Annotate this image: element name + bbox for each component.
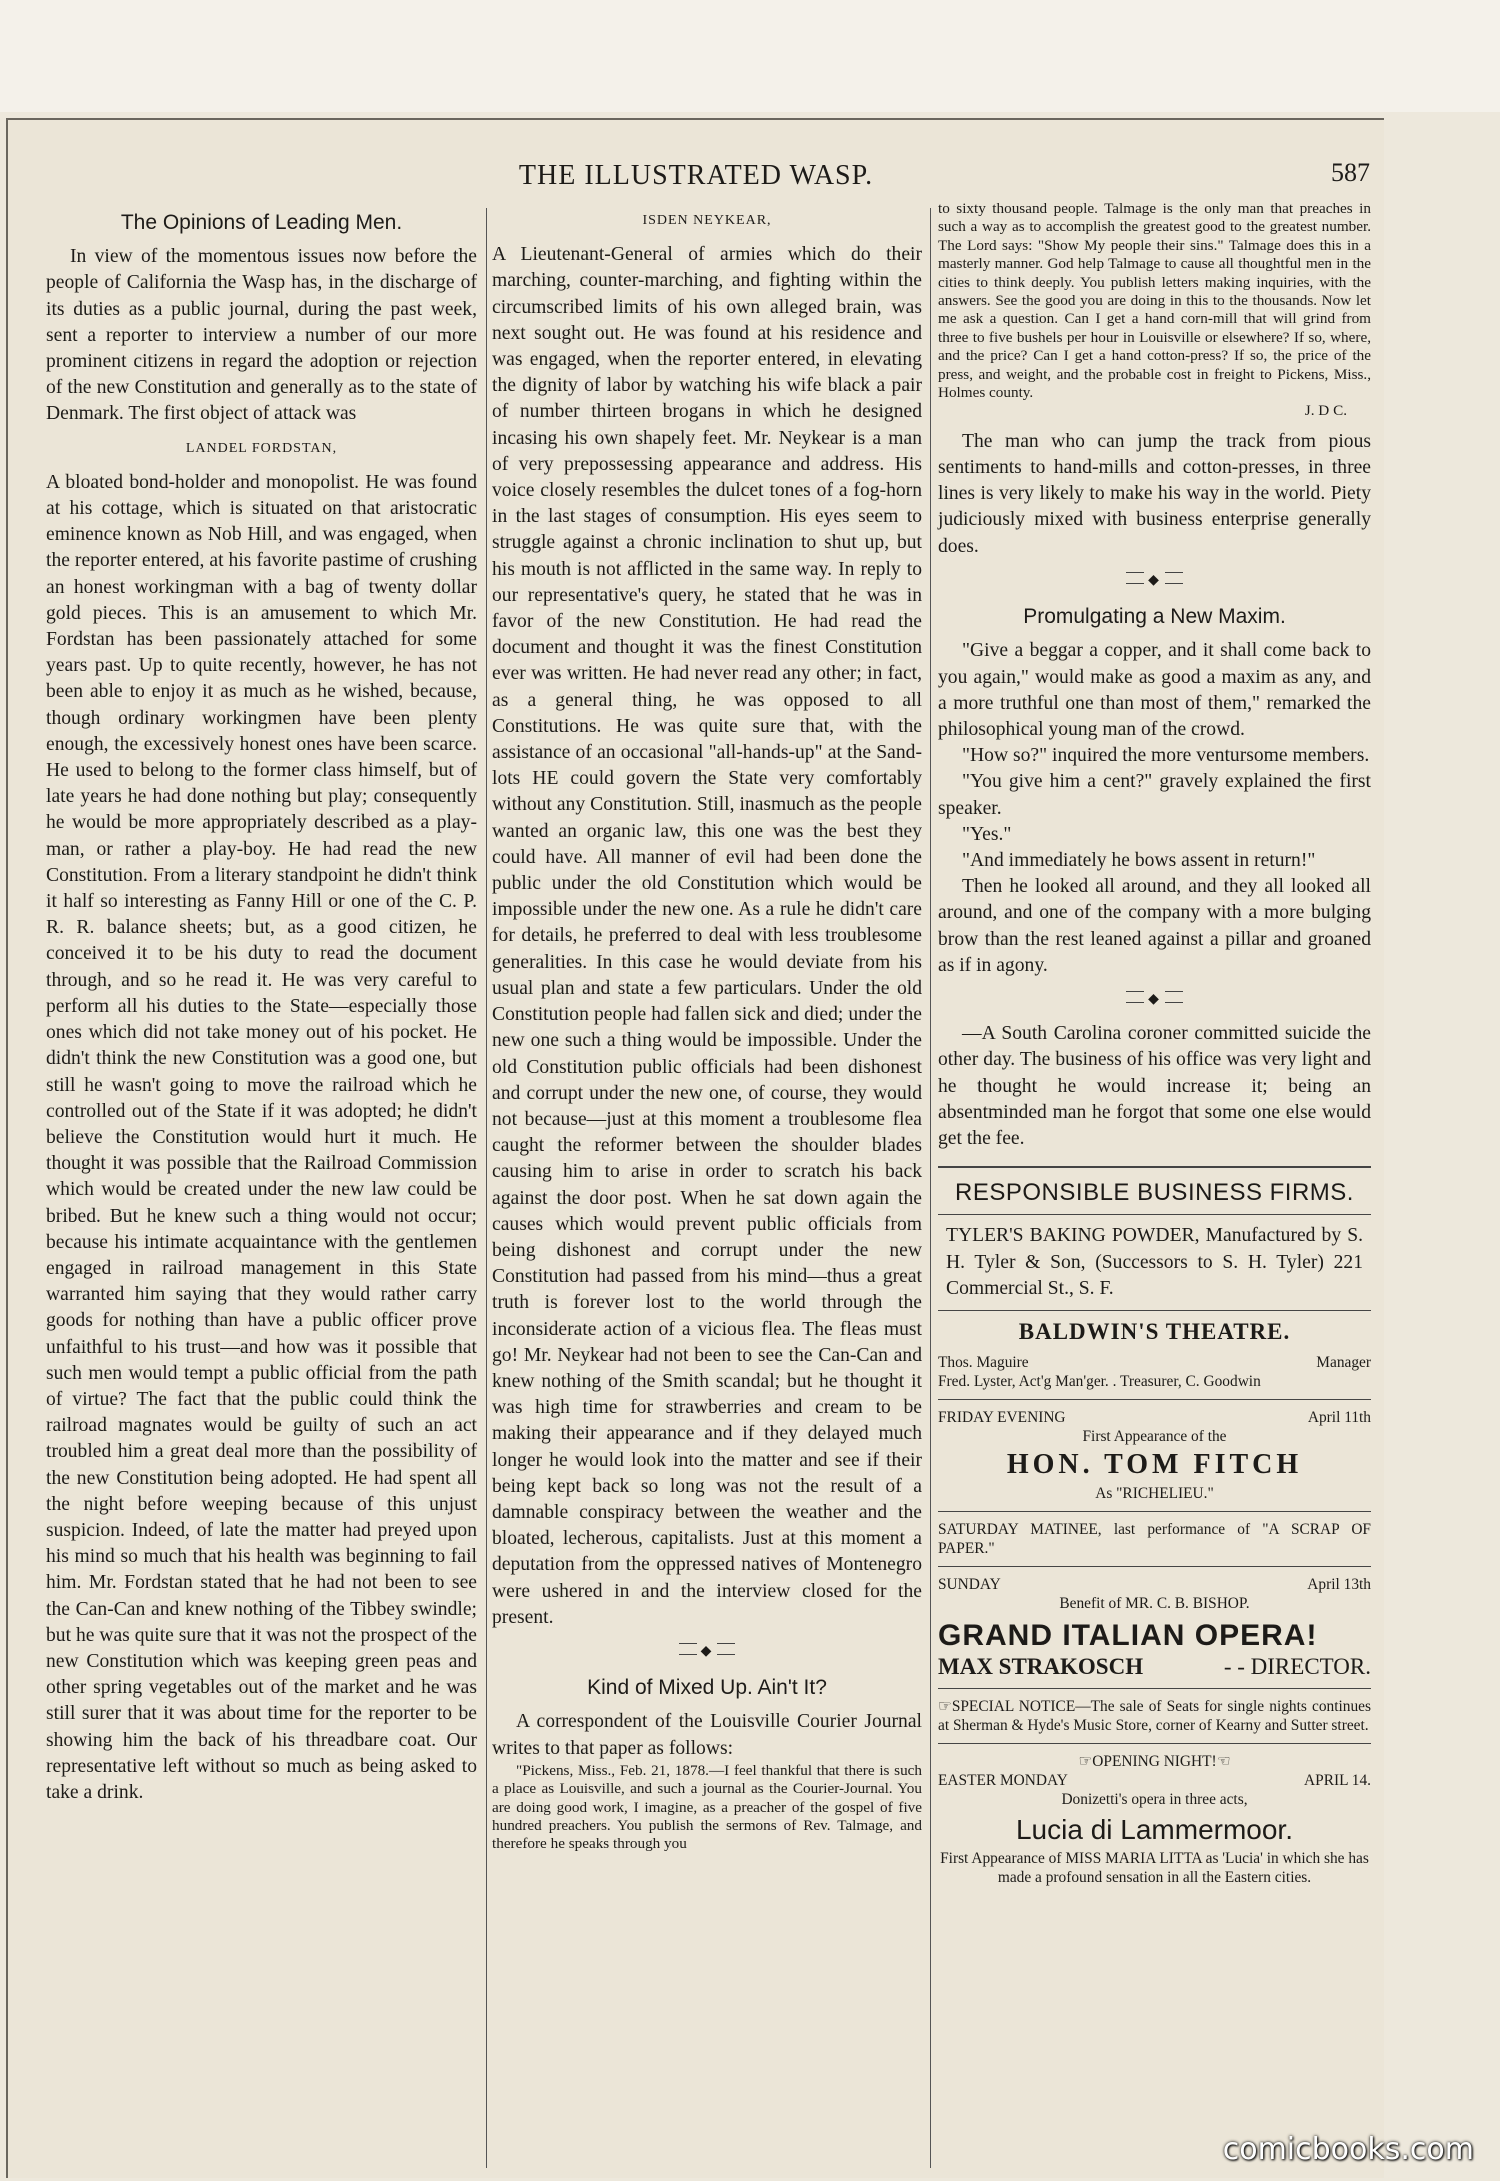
paragraph: A Lieutenant-General of armies which do their marching, counter-marching, and fighting within the circumscribed limits of his own alleged brain, was next sought out. He was found at his residence and was engaged, when the reporter entered, in elevating the dignity of labor by watching his wife black a pair of number thirteen brogans in which he designed incasing his own shapely feet. Mr. Neykear is a man of very prepossessing appearance and address. His voice closely resembles the dulcet tones of a fog-horn in the last stages of consumption. His eyes seem to struggle against a chronic inclination to shut up, but his mouth is not afflicted in the same way. In reply to our representative's query, he stated that he was in favor of the new Constitution. He had read the document and thought it was the finest Constitution ever was written. He had never read any other; in fact, as a general thing, he was opposed to all Constitutions. He was quite sure that, with the assistance of an occasional "all-hands-up" at the Sand-lots HE could govern the State very comfortably without any Constitution. Still, inasmuch as the people wanted an organic law, this one was the best they could have. All manner of evil had been done the public under the old Constitution which would be impossible under the new one. As a rule he didn't care for details, he preferred to deal with less troublesome generalities. In this case he would deviate from his usual plan and state a few particulars. Under the old Constitution people had fallen sick and died; under the new one such a thing would be impossible. Under the old Constitution public officials had been dishonest and corrupt under the new one, of course, they would not because—just at this moment a troublesome flea caught the reformer between the shoulder blades causing him to arise in order to scratch his back against the door post. When he sat down again the causes which would prevent public officials from being dishonest and corrupt under the new Constitution had passed from his mind—thus a great truth is forever lost to the world through the inconsiderate action of a vicious flea. The fleas must go! Mr. Neykear had not been to see the Can-Can and knew nothing of the Smith scandal; but he thought it was high time for strawberries and cream to be making their appearance and if they delayed much longer he would look into the matter and see if their being kept back so long was not the result of a damnable conspiracy between the weather and the bloated, lecherous, capitalists. Just at this moment a deputation from the oppressed natives of Montenegro were ushered in and the interview closed for the present.	[492, 244, 922, 1628]
director-name: MAX STRAKOSCH	[938, 1653, 1144, 1679]
ornament-divider: ◆	[492, 1639, 922, 1665]
section-rule	[938, 1310, 1371, 1311]
paragraph: —A South Carolina coroner committed suicide the other day. The business of his office was very light and he thought he would increase it; being an absentminded man he forgot that some one else would get the fee.	[938, 1023, 1371, 1149]
letter-signature: J. D C.	[1304, 402, 1347, 420]
pointing-hand-icon: ☞	[938, 1697, 952, 1715]
paragraph: A bloated bond-holder and monopolist. He was found at his cottage, which is situated on that aristocratic eminence known as Nob Hill, and was engaged, when the reporter entered, at his favorite pastime of crushing an honest workingman with a bag of twenty dollar gold pieces. This is an amusement to which Mr. Fordstan has been passionately attached for some years past. Up to quite recently, however, he has not been able to enjoy it as much as he wished, because, though ordinary workingmen have been plenty enough, the excessively honest ones have been scarce. He used to belong to the former class himself, but of late years he had done nothing but play; consequently he would be more appropriately described as a play-man, or rather a play-boy. He had read the new Constitution. From a literary standpoint he didn't think it half so interesting as Fanny Hill or one of the C. P. R. R. balance sheets; but, as a good citizen, he conceived it to be his duty to read the document through, and so he read it. He was very careful to perform all his duties to the State—especially those ones which did not take money out of his pocket. He didn't think the new Constitution was a good one, but still he wasn't going to move the railroad which he controlled out of the State if it was adopted; he didn't believe the Constitution would hurt it much. He thought it was possible that the Railroad Commission which would be created under the new law could be bribed. But he knew such a thing would not occur; because his intimate acquaintance with the gentlemen engaged in railroad management in this State warranted him saying that they would rather carry goods for nothing than have a public officer prove unfaithful to his trust—and how was it possible that such men would tempt a public official from the path of virtue? The fact that the public could think the railroad magnates would be guilty of such an act troubled him a great deal more than the possibility of the new Constitution being adopted. He had spent all the night before weeping because of this unjust suspicion. Indeed, of late the matter had preyed upon his mind so much that his health was beginning to fail him. Mr. Fordstan stated that he had not been to see the Can-Can and knew nothing of the Tibbey swindle; but he was quite sure that it was not the prospect of the new Constitution which was keeping green peas and other spring vegetables out of the market and he was still surer that it was about time for the reporter to be showing him the back of his threadbare coat. Our representative left without so much as being asked to take a drink.	[46, 471, 477, 1803]
section-rule	[938, 1214, 1371, 1215]
section-rule	[938, 1688, 1371, 1689]
letter-text: "Pickens, Miss., Feb. 21, 1878.—I feel thankful that there is such a place as Louisville, and such a journal as the Courier-Journal. You are doing good work, I imagine, as a preacher of the gospel of five hundred preachers. You publish the sermons of Rev. Talmage, and therefore he speaks through you	[492, 1761, 922, 1853]
opening-night: ☞OPENING NIGHT!☜	[1078, 1752, 1231, 1770]
page-number: 587	[1331, 158, 1370, 187]
column-3	[938, 200, 1371, 1887]
article-heading: Kind of Mixed Up. Ain't It?	[587, 1676, 827, 1700]
article-heading: The Opinions of Leading Men.	[120, 211, 403, 234]
column-rule	[486, 208, 487, 2168]
article-heading: Promulgating a New Maxim.	[1023, 605, 1286, 629]
business-firms-title: RESPONSIBLE BUSINESS FIRMS.	[955, 1179, 1354, 1207]
saturday-line: SATURDAY MATINEE, last performance of "A SCRAP OF PAPER."	[938, 1521, 1371, 1558]
section-rule	[938, 1566, 1371, 1567]
subject-name: ISDEN NEYKEAR,	[642, 213, 772, 228]
subject-name: LANDEL FORDSTAN,	[185, 440, 338, 456]
newspaper-page	[6, 118, 1384, 2178]
opera-title: GRAND ITALIAN OPERA!	[938, 1619, 1318, 1653]
easter-date: APRIL 14.	[1304, 1771, 1371, 1789]
friday-label: FRIDAY EVENING	[938, 1409, 1066, 1427]
column-2	[492, 200, 922, 1854]
manager-name: Thos. Maguire	[938, 1354, 1029, 1372]
friday-date: April 11th	[1307, 1409, 1371, 1427]
sunday-label: SUNDAY	[938, 1576, 1001, 1594]
pointing-hand-icon: ☜	[1216, 1752, 1231, 1770]
opera-name: Lucia di Lammermoor.	[1015, 1813, 1293, 1845]
watermark: comicbooks.com	[1222, 2132, 1474, 2167]
paragraph: "How so?" inquired the more ventursome members.	[962, 745, 1370, 767]
first-appearance: First Appearance of the	[1082, 1428, 1227, 1446]
litta-line: First Appearance of MISS MARIA LITTA as 'Lucia' in which she has made a profound sensation in all the Eastern cities.	[940, 1849, 1369, 1886]
sunday-date: April 13th	[1307, 1576, 1371, 1594]
masthead: THE ILLUSTRATED WASP.	[518, 160, 874, 191]
easter-label: EASTER MONDAY	[938, 1771, 1068, 1789]
section-rule	[938, 1166, 1371, 1168]
ornament-divider: ◆	[938, 568, 1371, 594]
section-rule	[938, 1511, 1371, 1512]
benefit-line: Benefit of MR. C. B. BISHOP.	[1059, 1595, 1250, 1613]
column-1	[46, 200, 477, 1806]
special-notice: ☞SPECIAL NOTICE—The sale of Seats for single nights continues at Sherman & Hyde's Music Store, corner of Kearny and Sutter street.	[938, 1697, 1371, 1734]
director-line	[938, 1654, 1371, 1680]
paragraph: "And immediately he bows assent in return!"	[962, 849, 1316, 871]
scan-margin	[0, 0, 1500, 112]
manager-line	[938, 1353, 1371, 1372]
director-role: - - DIRECTOR.	[1223, 1653, 1371, 1679]
letter-text: to sixty thousand people. Talmage is the only man that preaches in such a way as to accomplish the greatest good to the greatest number. The Lord says: "Show My people their sins." Talmage does this in a masterly manner. God help Talmage to cause all thoughtful men in the cities to think deeply. You publish letters making inquiries, with the answers. See the good you are doing in this to the thousands. Now let me ask a question. Can I get a hand corn-mill that will grind from three to five bushels per hour in Louisville or elsewhere? If so, where, and the price? Can I get a hand cotton-press? If so, the price of the press, and weight, and the probable cost in freight to Pickens, Miss., Holmes county.	[938, 200, 1371, 402]
performer-name: HON. TOM FITCH	[1006, 1449, 1303, 1481]
staff-line: Fred. Lyster, Act'g Man'ger. . Treasurer, C. Goodwin	[938, 1373, 1261, 1391]
manager-role: Manager	[1316, 1354, 1371, 1372]
section-rule	[938, 1743, 1371, 1744]
tyler-advert: TYLER'S BAKING POWDER, Manufactured by S. H. Tyler & Son, (Successors to S. H. Tyler) 221 Commercial St., S. F.	[946, 1225, 1363, 1299]
role-line: As "RICHELIEU."	[1095, 1485, 1214, 1503]
column-rule	[930, 208, 931, 2168]
pointing-hand-icon: ☞	[1078, 1752, 1093, 1770]
sunday-line	[938, 1575, 1371, 1594]
paragraph: "Give a beggar a copper, and it shall come back to you again," would make as good a maxim as any, and a more truthful one than most of them," remarked the philosophical young man of the crowd.	[938, 640, 1371, 740]
friday-line	[938, 1408, 1371, 1427]
paragraph: In view of the momentous issues now before the people of California the Wasp has, in the discharge of its duties as a public journal, during the past week, sent a reporter to interview a number of our more prominent citizens in regard the adoption or rejection of the new Constitution and generally as to the state of Denmark. The first object of attack was	[46, 246, 477, 425]
paragraph: "Yes."	[962, 823, 1012, 845]
paragraph: "You give him a cent?" gravely explained the first speaker.	[938, 771, 1371, 819]
section-rule	[938, 1399, 1371, 1400]
paragraph: A correspondent of the Louisville Courier Journal writes to that paper as follows:	[492, 1711, 922, 1759]
ornament-divider: ◆	[938, 987, 1371, 1013]
easter-line	[938, 1771, 1371, 1790]
donizetti-line: Donizetti's opera in three acts,	[1061, 1790, 1248, 1808]
paragraph: The man who can jump the track from pious sentiments to hand-mills and cotton-presses, in three lines is very likely to make his way in the world. Piety judiciously mixed with business enterprise generally does.	[938, 430, 1371, 557]
paragraph: Then he looked all around, and they all looked all around, and one of the company with a more bulging brow than the rest leaned against a pillar and groaned as if in agony.	[938, 876, 1371, 976]
theatre-title: BALDWIN'S THEATRE.	[1018, 1318, 1291, 1344]
